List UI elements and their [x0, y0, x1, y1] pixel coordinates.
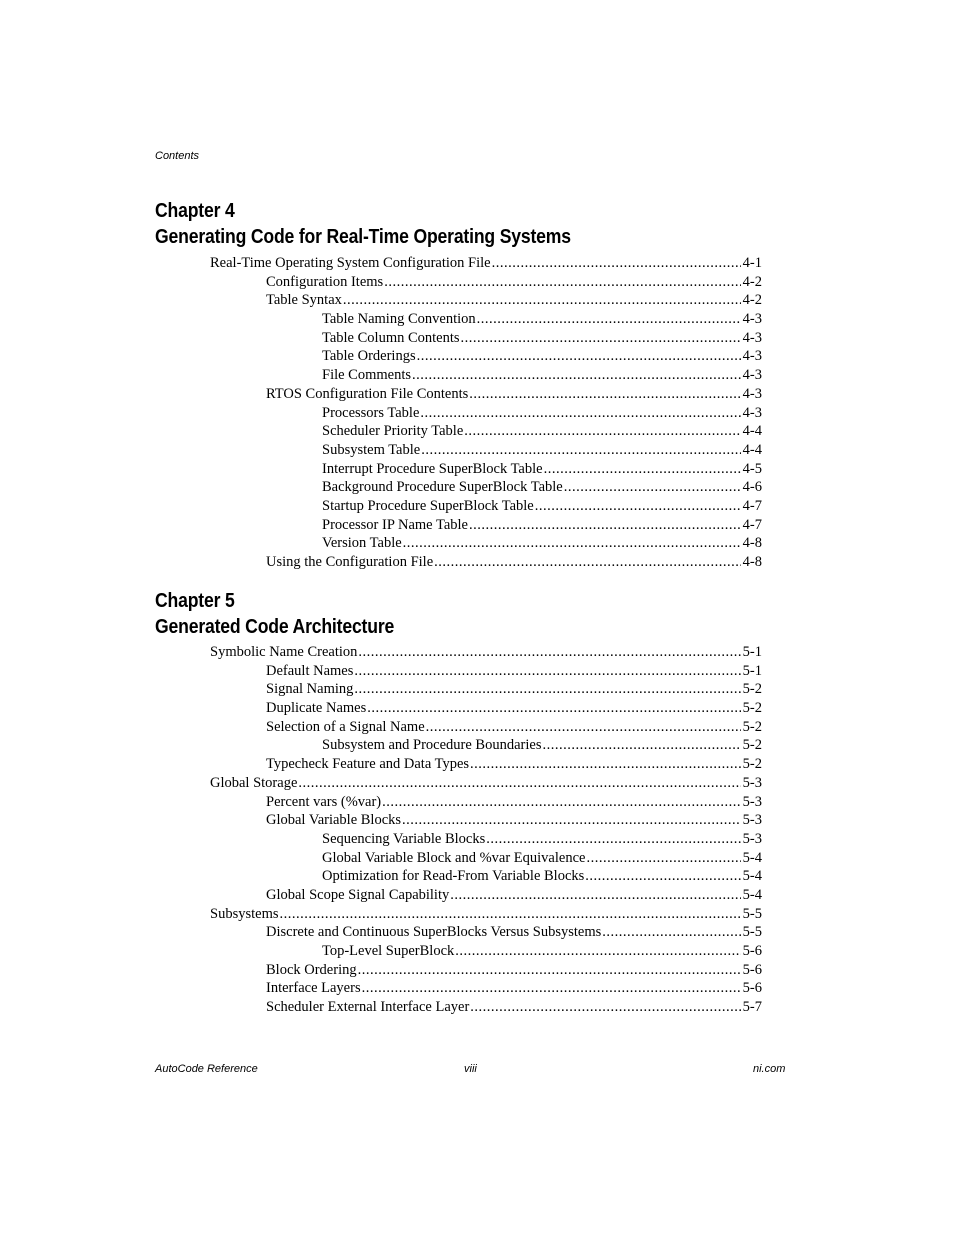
chapter-number: Chapter 5 — [155, 590, 235, 612]
toc-entry-title: Processors Table — [322, 404, 420, 421]
toc-entry-page: 4-4 — [742, 441, 762, 458]
toc-entry-title: Interface Layers — [266, 980, 361, 997]
toc-entry[interactable] — [0, 291, 954, 310]
toc-entry-title: Signal Naming — [266, 681, 354, 698]
toc-entry[interactable] — [0, 273, 954, 292]
chapter-title: Generated Code Architecture — [155, 616, 395, 638]
dot-leader — [464, 422, 740, 441]
toc-entry-title: Scheduler Priority Table — [322, 423, 464, 440]
toc-entry[interactable] — [0, 385, 954, 404]
toc-entry[interactable] — [0, 680, 954, 699]
dot-leader — [450, 886, 740, 905]
dot-leader — [343, 291, 741, 310]
toc-entry-title: Global Variable Block and %var Equivalence — [322, 849, 586, 866]
toc-entry-title: Sequencing Variable Blocks — [322, 830, 486, 847]
toc-entry[interactable] — [0, 441, 954, 460]
toc-entry-page: 5-2 — [742, 681, 762, 698]
dot-leader — [382, 793, 741, 812]
toc-entry-page: 5-6 — [742, 943, 762, 959]
dot-leader — [358, 643, 740, 662]
toc-entry-title: Duplicate Names — [266, 700, 367, 717]
dot-leader — [470, 755, 741, 774]
toc-entry-page: 4-5 — [742, 460, 762, 477]
toc-entry-page: 5-3 — [742, 830, 762, 847]
toc-entry-page: 5-6 — [742, 961, 762, 978]
toc-entry-title: Scheduler External Interface Layer — [266, 999, 470, 1016]
toc-entry[interactable] — [0, 774, 954, 793]
toc-entry[interactable] — [0, 699, 954, 718]
toc-entry-title: Configuration Items — [266, 273, 384, 290]
dot-leader — [470, 998, 740, 1017]
dot-leader — [417, 347, 741, 366]
toc-entry-title: Block Ordering — [266, 961, 357, 978]
toc-entry[interactable] — [0, 497, 954, 516]
toc-entry-title: Using the Configuration File — [266, 554, 434, 570]
toc-entry[interactable] — [0, 478, 954, 497]
dot-leader — [469, 516, 741, 535]
toc-entry[interactable] — [0, 849, 954, 868]
toc-entry-title: Real-Time Operating System Configuration File — [210, 255, 491, 271]
toc-entry-page: 5-4 — [742, 886, 762, 903]
dot-leader — [486, 830, 740, 849]
dot-leader — [298, 774, 740, 793]
dot-leader — [469, 385, 740, 404]
toc-entry-title: Default Names — [266, 662, 354, 679]
toc-entry-page: 4-1 — [742, 255, 762, 271]
toc-entry-page: 4-3 — [742, 348, 762, 365]
toc-entry-page: 5-3 — [742, 812, 762, 829]
dot-leader — [384, 273, 740, 292]
dot-leader — [354, 680, 740, 699]
dot-leader — [367, 699, 740, 718]
toc-entry[interactable] — [0, 366, 954, 385]
toc-entry-title: Subsystem and Procedure Boundaries — [322, 737, 542, 754]
dot-leader — [492, 254, 741, 273]
toc-entry[interactable] — [0, 643, 954, 662]
dot-leader — [544, 460, 741, 479]
toc-entry-page: 5-1 — [742, 644, 762, 660]
toc-entry[interactable] — [0, 755, 954, 774]
toc-entry[interactable] — [0, 736, 954, 755]
toc-entry[interactable] — [0, 534, 954, 553]
toc-entry[interactable] — [0, 553, 954, 572]
toc-entry[interactable] — [0, 979, 954, 998]
toc-entry-page: 4-8 — [742, 535, 762, 552]
toc-entry-title: Interrupt Procedure SuperBlock Table — [322, 460, 543, 477]
toc-entry-page: 5-2 — [742, 756, 762, 773]
toc-entry-title: RTOS Configuration File Contents — [266, 385, 469, 402]
dot-leader — [362, 979, 741, 998]
toc-entry[interactable] — [0, 923, 954, 942]
toc-entry[interactable] — [0, 886, 954, 905]
toc-entry-title: Version Table — [322, 535, 402, 552]
toc-entry-title: Top-Level SuperBlock — [322, 943, 455, 959]
dot-leader — [542, 736, 740, 755]
toc-entry-page: 4-4 — [742, 423, 762, 440]
toc-entry[interactable] — [0, 793, 954, 812]
dot-leader — [455, 942, 740, 961]
toc-entry[interactable] — [0, 905, 954, 924]
footer-page-number: viii — [464, 1063, 477, 1075]
toc-entry-page: 4-7 — [742, 516, 762, 533]
toc-entry-page: 5-5 — [742, 924, 762, 941]
toc-entry-page: 4-3 — [742, 311, 762, 328]
toc-entry-page: 5-3 — [742, 774, 762, 791]
toc-entry-page: 4-2 — [742, 273, 762, 290]
toc-entry-title: Processor IP Name Table — [322, 516, 468, 533]
footer-site: ni.com — [753, 1063, 786, 1075]
toc-entry-page: 5-7 — [742, 999, 762, 1016]
toc-entry[interactable] — [0, 867, 954, 886]
dot-leader — [420, 404, 740, 423]
toc-list — [0, 254, 954, 572]
toc-entry-title: Typecheck Feature and Data Types — [266, 756, 470, 773]
toc-entry-title: Percent vars (%var) — [266, 793, 382, 810]
dot-leader — [602, 923, 740, 942]
dot-leader — [477, 310, 741, 329]
toc-entry[interactable] — [0, 404, 954, 423]
dot-leader — [421, 441, 740, 460]
toc-entry-page: 5-6 — [742, 980, 762, 997]
toc-entry-title: Background Procedure SuperBlock Table — [322, 479, 563, 496]
toc-entry-page: 4-3 — [742, 385, 762, 402]
toc-entry-page: 4-6 — [742, 479, 762, 496]
toc-entry-page: 5-3 — [742, 793, 762, 810]
dot-leader — [586, 849, 740, 868]
dot-leader — [461, 329, 741, 348]
toc-entry-page: 4-2 — [742, 292, 762, 309]
toc-entry[interactable] — [0, 961, 954, 980]
dot-leader — [354, 662, 740, 681]
toc-entry-title: Table Naming Convention — [322, 311, 476, 328]
toc-entry-title: Global Scope Signal Capability — [266, 886, 450, 903]
dot-leader — [402, 811, 741, 830]
toc-entry[interactable] — [0, 347, 954, 366]
dot-leader — [403, 534, 741, 553]
toc-entry[interactable] — [0, 516, 954, 535]
running-head: Contents — [155, 150, 200, 162]
toc-entry-page: 5-4 — [742, 849, 762, 866]
toc-entry-page: 4-3 — [742, 404, 762, 421]
toc-entry-page: 4-7 — [742, 497, 762, 514]
toc-entry-page: 5-1 — [742, 662, 762, 679]
toc-entry-title: Selection of a Signal Name — [266, 718, 425, 735]
toc-entry-page: 5-5 — [742, 905, 762, 922]
toc-entry-page: 5-2 — [742, 718, 762, 735]
dot-leader — [434, 553, 741, 572]
dot-leader — [426, 718, 741, 737]
toc-list — [0, 643, 954, 1017]
toc-entry-title: Startup Procedure SuperBlock Table — [322, 497, 534, 514]
toc-entry-page: 4-3 — [742, 367, 762, 384]
toc-entry[interactable] — [0, 460, 954, 479]
footer-title: AutoCode Reference — [155, 1063, 258, 1075]
toc-entry-title: Table Orderings — [322, 348, 416, 365]
toc-entry[interactable] — [0, 254, 954, 273]
toc-entry[interactable] — [0, 830, 954, 849]
toc-entry[interactable] — [0, 942, 954, 961]
chapter-heading — [155, 198, 571, 250]
chapter-number: Chapter 4 — [155, 200, 235, 222]
chapter-heading — [155, 588, 394, 640]
dot-leader — [280, 905, 741, 924]
toc-entry-page: 4-3 — [742, 329, 762, 346]
dot-leader — [535, 497, 741, 516]
dot-leader — [564, 478, 741, 497]
toc-entry-title: Subsystems — [210, 905, 279, 922]
toc-entry-title: Table Syntax — [266, 292, 342, 309]
dot-leader — [412, 366, 741, 385]
toc-entry-title: Table Column Contents — [322, 329, 460, 346]
toc-entry-page: 5-4 — [742, 868, 762, 885]
toc-entry[interactable] — [0, 329, 954, 348]
toc-entry-title: Global Variable Blocks — [266, 812, 402, 829]
toc-entry[interactable] — [0, 310, 954, 329]
toc-entry-page: 5-2 — [742, 737, 762, 754]
toc-entry[interactable] — [0, 998, 954, 1017]
chapter-title: Generating Code for Real-Time Operating Systems — [155, 226, 571, 248]
toc-entry-page: 4-8 — [742, 554, 762, 570]
dot-leader — [585, 867, 740, 886]
toc-entry-page: 5-2 — [742, 700, 762, 717]
toc-entry-title: Discrete and Continuous SuperBlocks Versus Subsystems — [266, 924, 602, 941]
toc-entry-title: Subsystem Table — [322, 441, 421, 458]
toc-entry-title: Optimization for Read-From Variable Blocks — [322, 868, 585, 885]
toc-entry[interactable] — [0, 662, 954, 681]
dot-leader — [358, 961, 741, 980]
toc-entry[interactable] — [0, 811, 954, 830]
toc-entry-title: Symbolic Name Creation — [210, 644, 358, 660]
toc-entry[interactable] — [0, 422, 954, 441]
toc-entry-title: Global Storage — [210, 774, 298, 791]
toc-entry-title: File Comments — [322, 367, 412, 384]
toc-entry[interactable] — [0, 718, 954, 737]
